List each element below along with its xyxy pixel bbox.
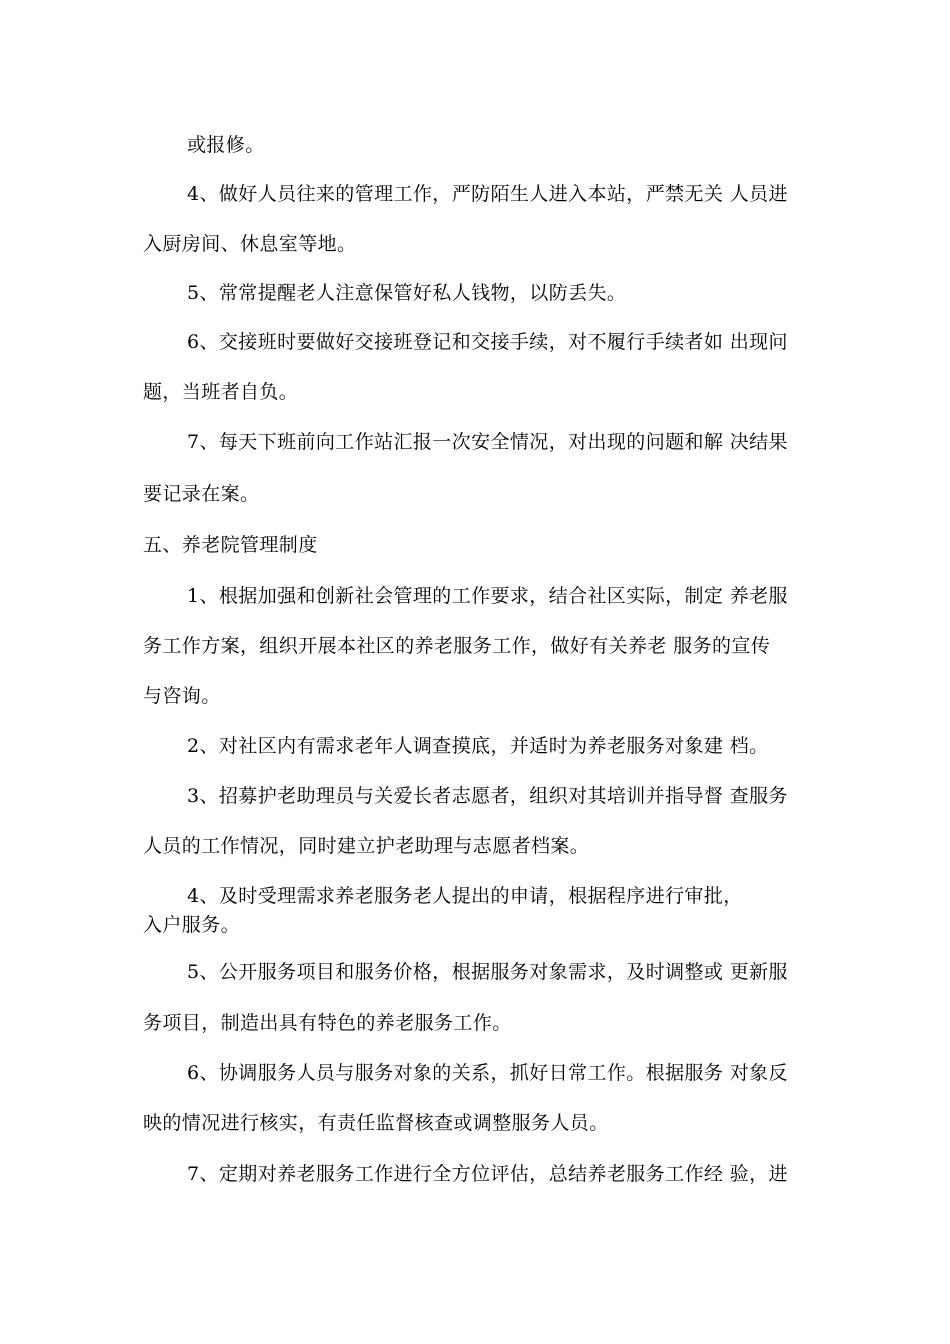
text-line: 2、对社区内有需求老年人调查摸底，并适时为养老服务对象建 档。 (187, 735, 769, 757)
text-line: 入户服务。 (143, 914, 241, 936)
text-line: 人员的工作情况，同时建立护老助理与志愿者档案。 (143, 835, 590, 857)
text-line: 5、常常提醒老人注意保管好私人钱物，以防丢失。 (187, 282, 627, 304)
text-line: 务项目，制造出具有特色的养老服务工作。 (143, 1012, 512, 1034)
text-line: 5、公开服务项目和服务价格，根据服务对象需求，及时调整或 更新服 (187, 961, 788, 983)
text-line: 映的情况进行核实，有责任监督核查或调整服务人员。 (143, 1112, 609, 1134)
text-line: 3、招募护老助理员与关爱长者志愿者，组织对其培训并指导督 查服务 (187, 785, 788, 807)
text-line: 6、交接班时要做好交接班登记和交接手续，对不履行手续者如 出现问 (187, 331, 788, 353)
text-line: 4、做好人员往来的管理工作，严防陌生人进入本站，严禁无关 人员进 (187, 183, 788, 205)
text-line: 6、协调服务人员与服务对象的关系，抓好日常工作。根据服务 对象反 (187, 1062, 788, 1084)
text-line: 1、根据加强和创新社会管理的工作要求，结合社区实际，制定 养老服 (187, 585, 788, 607)
text-line: 4、及时受理需求养老服务老人提出的申请，根据程序进行审批， (187, 885, 743, 907)
text-line: 或报修。 (187, 134, 265, 156)
text-line: 题，当班者自负。 (143, 381, 299, 403)
text-line: 务工作方案，组织开展本社区的养老服务工作，做好有关养老 服务的宣传 (143, 635, 771, 657)
text-line: 7、定期对养老服务工作进行全方位评估，总结养老服务工作经 验，进 (187, 1163, 788, 1185)
text-line: 入厨房间、休息室等地。 (143, 233, 357, 255)
section-heading: 五、养老院管理制度 (143, 534, 318, 556)
text-line: 与咨询。 (143, 685, 221, 707)
text-line: 要记录在案。 (143, 483, 260, 505)
text-line: 7、每天下班前向工作站汇报一次安全情况，对出现的问题和解 决结果 (187, 431, 788, 453)
